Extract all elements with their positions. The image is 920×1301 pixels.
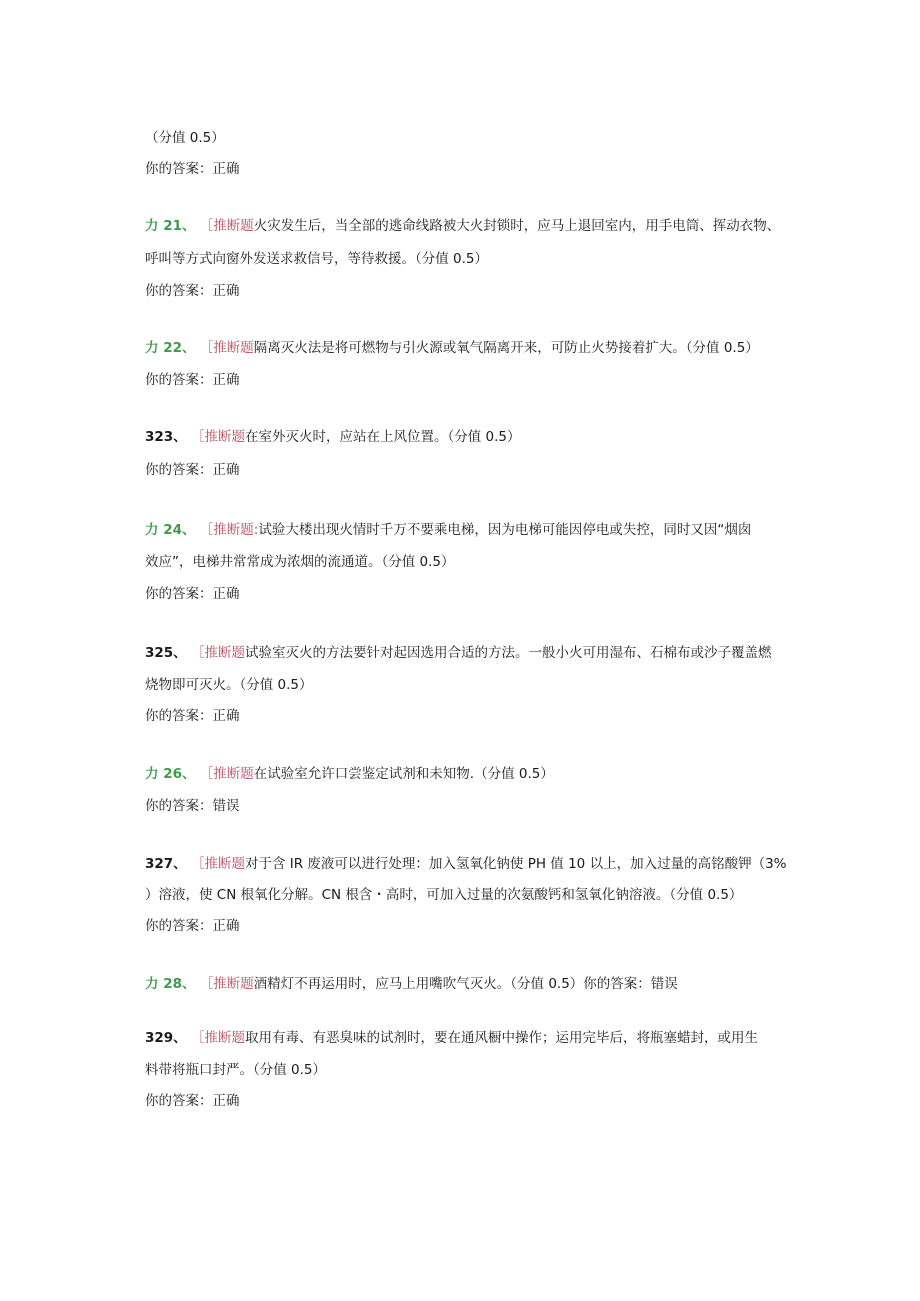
question-line bbox=[145, 975, 678, 993]
question-line bbox=[145, 1029, 758, 1047]
question-text: 取用有毒、有恶臭味的试剂时，要在通风橱中操作；运用完毕后，将瓶塞蜡封，或用生 bbox=[244, 1030, 758, 1046]
answer-line: 你的答案：正确 bbox=[145, 1093, 240, 1109]
question-text-continued: 烧物即可灭火。（分值 0.5） bbox=[145, 677, 313, 693]
answer-line: 你的答案：正确 bbox=[145, 372, 240, 388]
answer-line: 你的答案：正确 bbox=[145, 462, 240, 478]
question-text-continued: 效应”，电梯井常常成为浓烟的流通道。（分值 0.5） bbox=[145, 554, 455, 570]
question-number: 力 22、 bbox=[145, 340, 196, 356]
question-text: 隔离灭火法是将可燃物与引火源或氧气隔离开来，可防止火势接着扩大。（分值 0.5） bbox=[253, 340, 759, 356]
question-type-tag: ［推断题: bbox=[199, 522, 259, 538]
question-number: 325、 bbox=[145, 645, 187, 661]
question-text: 火灾发生后，当全部的逃命线路被大火封锁时，应马上退回室内，用手电筒、挥动衣物、 bbox=[253, 218, 781, 234]
question-line bbox=[145, 339, 759, 357]
question-number: 327、 bbox=[145, 856, 187, 872]
question-text-continued: ）溶液，使 CN 根氧化分解。CN 根含・高时，可加入过量的次氨酸钙和氢氧化钠溶液。（分值 0.5） bbox=[145, 887, 743, 903]
answer-line: 你的答案：正确 bbox=[145, 283, 240, 299]
question-text: 在室外灭火时，应站在上风位置。（分值 0.5） bbox=[244, 429, 521, 445]
answer-line: 你的答案：正确 bbox=[145, 586, 240, 602]
answer-line: 你的答案：正确 bbox=[145, 708, 240, 724]
question-number: 力 21、 bbox=[145, 218, 196, 234]
question-line bbox=[145, 428, 521, 446]
answer-line: 你的答案：正确 bbox=[145, 918, 240, 934]
question-text: 试验室灭火的方法要针对起因选用合适的方法。一般小火可用湿布、石棉布或沙子覆盖燃 bbox=[244, 645, 772, 661]
question-type-tag: ［推断题 bbox=[199, 766, 254, 782]
question-type-tag: ［推断题 bbox=[190, 429, 245, 445]
answer-line: 你的答案：正确 bbox=[145, 161, 240, 177]
question-number: 力 24、 bbox=[145, 522, 196, 538]
question-line bbox=[145, 765, 554, 783]
answer-line: 你的答案：错误 bbox=[145, 798, 240, 814]
question-type-tag: ［推断题 bbox=[199, 218, 254, 234]
question-type-tag: ［推断题 bbox=[190, 856, 245, 872]
question-line bbox=[145, 521, 751, 539]
question-line bbox=[145, 644, 771, 662]
question-number: 力 26、 bbox=[145, 766, 196, 782]
question-text: 酒精灯不再运用时，应马上用嘴吹气灭火。（分值 0.5）你的答案：错误 bbox=[253, 976, 678, 992]
question-text-continued: 料带将瓶口封严。（分值 0.5） bbox=[145, 1062, 327, 1078]
question-type-tag: ［推断题 bbox=[199, 976, 254, 992]
question-text-continued: 呼叫等方式向窗外发送求救信号，等待救援。（分值 0.5） bbox=[145, 251, 489, 267]
question-type-tag: ［推断题 bbox=[190, 1030, 245, 1046]
question-number: 329、 bbox=[145, 1030, 187, 1046]
question-text: 试验大楼出现火情时千万不要乘电梯，因为电梯可能因停电或失控，同时又因“烟囱 bbox=[258, 522, 752, 538]
question-line bbox=[145, 855, 786, 873]
score-note: （分值 0.5） bbox=[145, 130, 225, 146]
question-number: 力 28、 bbox=[145, 976, 196, 992]
question-type-tag: ［推断题 bbox=[199, 340, 254, 356]
question-type-tag: ［推断题 bbox=[190, 645, 245, 661]
question-text: 在试验室允许口尝鉴定试剂和未知物.（分值 0.5） bbox=[253, 766, 554, 782]
question-line bbox=[145, 217, 780, 235]
question-number: 323、 bbox=[145, 429, 187, 445]
question-text: 对于含 IR 废液可以进行处理：加入氢氧化钠使 PH 值 10 以上，加入过量的高铭酸钾（3% bbox=[244, 856, 787, 872]
